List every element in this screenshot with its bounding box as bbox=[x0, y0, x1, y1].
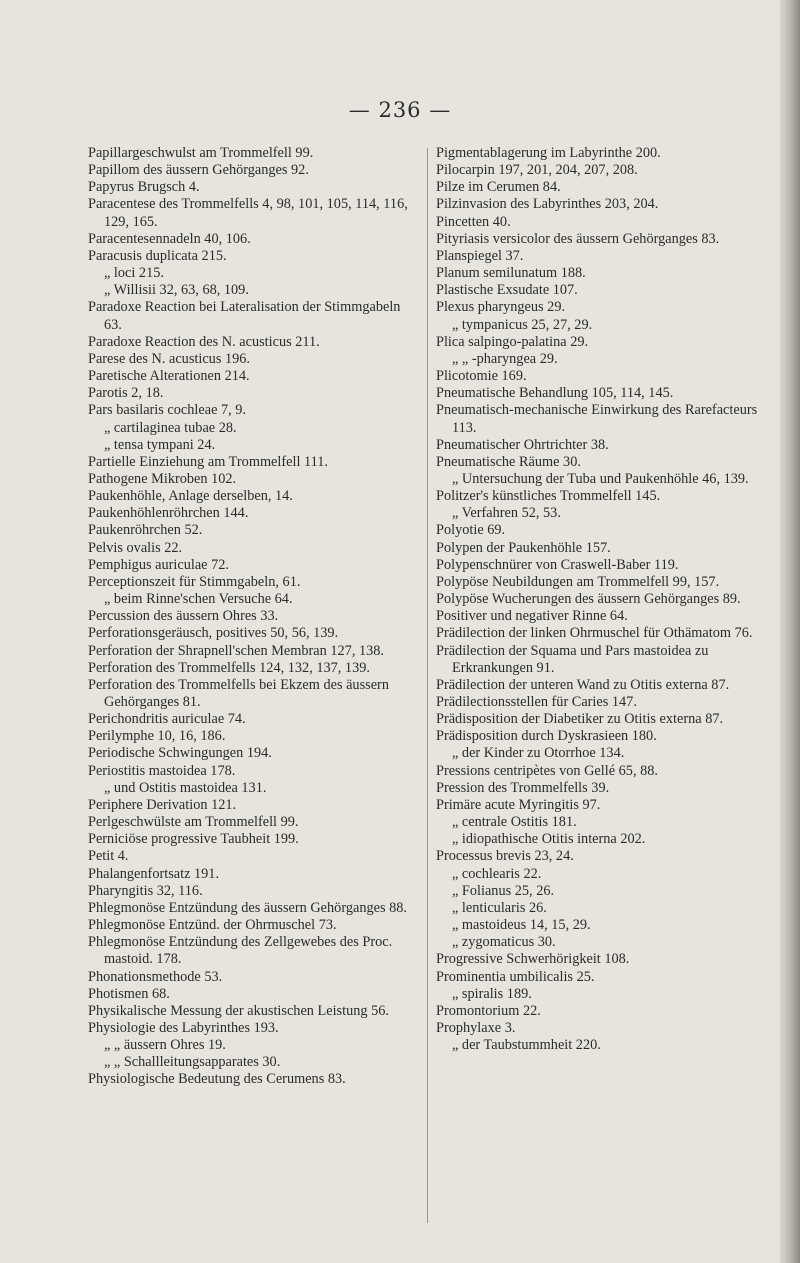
index-entry: Pharyngitis 32, 116. bbox=[88, 882, 203, 899]
index-entry: Paradoxe Reaction des N. acusticus 211. bbox=[88, 333, 320, 350]
page-number: — 236 — bbox=[348, 98, 452, 122]
index-entry: Pneumatische Räume 30. bbox=[436, 453, 581, 470]
index-entry: Promontorium 22. bbox=[436, 1002, 541, 1019]
index-entry: Perichondritis auriculae 74. bbox=[88, 711, 246, 728]
index-entry: Paracusis duplicata 215. bbox=[88, 247, 227, 264]
index-entry: „ der Taubstummheit 220. bbox=[452, 1037, 601, 1054]
index-entry: Pilzinvasion des Labyrinthes 203, 204. bbox=[436, 196, 659, 213]
index-entry: Petit 4. bbox=[88, 848, 129, 865]
index-entry: „ der Kinder zu Otorrhoe 134. bbox=[452, 745, 625, 762]
index-entry: Papillom des äussern Gehörganges 92. bbox=[88, 162, 309, 179]
index-entry: „ cartilaginea tubae 28. bbox=[104, 419, 237, 436]
index-entry: Polypöse Neubildungen am Trommelfell 99, 157. bbox=[436, 573, 720, 590]
index-entry: Pelvis ovalis 22. bbox=[88, 539, 183, 556]
index-entry: Paracentesennadeln 40, 106. bbox=[88, 230, 251, 247]
index-entry: Plexus pharyngeus 29. bbox=[436, 299, 566, 316]
index-entry: Perforation des Trommelfells bei Ekzem des äussern Gehörganges 81. bbox=[88, 676, 389, 710]
index-entry: Phlegmonöse Entzündung des Zellgewebes des Proc. mastoid. 178. bbox=[88, 934, 393, 968]
index-entry: Percussion des äussern Ohres 33. bbox=[88, 608, 279, 625]
index-entry: „ „ -pharyngea 29. bbox=[452, 350, 558, 367]
index-entry: Plica salpingo-palatina 29. bbox=[436, 333, 589, 350]
index-entry: Partielle Einziehung am Trommelfell 111. bbox=[88, 453, 328, 470]
index-entry: Prädilection der Squama und Pars mastoidea zu Erkrankungen 91. bbox=[436, 642, 709, 676]
index-entry: „ und Ostitis mastoidea 131. bbox=[104, 779, 267, 796]
index-entry: „ „ äussern Ohres 19. bbox=[104, 1037, 226, 1054]
index-entry: „ beim Rinne'schen Versuche 64. bbox=[104, 591, 293, 608]
index-entry: Paretische Alterationen 214. bbox=[88, 368, 250, 385]
index-entry: Polyotie 69. bbox=[436, 522, 506, 539]
index-entry: Phonationsmethode 53. bbox=[88, 968, 223, 985]
index-entry: Phlegmonöse Entzündung des äussern Gehörganges 88. bbox=[88, 899, 407, 916]
index-entry: Paukenröhrchen 52. bbox=[88, 522, 203, 539]
index-entry: „ spiralis 189. bbox=[452, 985, 532, 1002]
index-column-left bbox=[88, 145, 413, 1089]
index-entry: Perlgeschwülste am Trommelfell 99. bbox=[88, 814, 299, 831]
index-entry: „ Verfahren 52, 53. bbox=[452, 505, 561, 522]
index-entry: Prädilection der unteren Wand zu Otitis externa 87. bbox=[436, 676, 730, 693]
index-entry: Politzer's künstliches Trommelfell 145. bbox=[436, 488, 661, 505]
index-entry: Progressive Schwerhörigkeit 108. bbox=[436, 951, 630, 968]
index-entry: Positiver und negativer Rinne 64. bbox=[436, 608, 628, 625]
index-entry: Polypöse Wucherungen des äussern Gehörganges 89. bbox=[436, 591, 741, 608]
index-entry: Plicotomie 169. bbox=[436, 368, 527, 385]
index-entry: „ centrale Ostitis 181. bbox=[452, 814, 577, 831]
index-entry: Pneumatische Behandlung 105, 114, 145. bbox=[436, 385, 674, 402]
index-entry: Prophylaxe 3. bbox=[436, 1019, 516, 1036]
index-entry: „ Untersuchung der Tuba und Paukenhöhle 46, 139. bbox=[452, 470, 749, 487]
index-entry: Periodische Schwingungen 194. bbox=[88, 745, 272, 762]
index-entry: Perforationsgeräusch, positives 50, 56, 139. bbox=[88, 625, 339, 642]
index-entry: Photismen 68. bbox=[88, 985, 170, 1002]
index-entry: „ Willisii 32, 63, 68, 109. bbox=[104, 282, 249, 299]
index-entry: „ mastoideus 14, 15, 29. bbox=[452, 917, 591, 934]
index-entry: „ cochlearis 22. bbox=[452, 865, 542, 882]
index-entry: Perniciöse progressive Taubheit 199. bbox=[88, 831, 299, 848]
index-entry: Pathogene Mikroben 102. bbox=[88, 470, 237, 487]
index-entry: Paukenhöhle, Anlage derselben, 14. bbox=[88, 488, 293, 505]
index-entry: Pneumatischer Ohrtrichter 38. bbox=[436, 436, 609, 453]
index-entry: Pressions centripètes von Gellé 65, 88. bbox=[436, 762, 658, 779]
index-entry: Prädisposition durch Dyskrasieen 180. bbox=[436, 728, 657, 745]
index-entry: Pemphigus auriculae 72. bbox=[88, 556, 229, 573]
index-entry: Perilymphe 10, 16, 186. bbox=[88, 728, 226, 745]
index-entry: „ „ Schallleitungsapparates 30. bbox=[104, 1054, 281, 1071]
index-entry: „ zygomaticus 30. bbox=[452, 934, 556, 951]
index-entry: „ lenticularis 26. bbox=[452, 899, 547, 916]
index-entry: Prominentia umbilicalis 25. bbox=[436, 968, 595, 985]
index-entry: Pilze im Cerumen 84. bbox=[436, 179, 561, 196]
index-entry: Parotis 2, 18. bbox=[88, 385, 164, 402]
index-entry: Primäre acute Myringitis 97. bbox=[436, 796, 601, 813]
column-divider bbox=[427, 148, 428, 1223]
index-entry: Prädisposition der Diabetiker zu Otitis externa 87. bbox=[436, 711, 724, 728]
index-entry: „ idiopathische Otitis interna 202. bbox=[452, 831, 646, 848]
index-entry: Pilocarpin 197, 201, 204, 207, 208. bbox=[436, 162, 638, 179]
index-entry: Polypen der Paukenhöhle 157. bbox=[436, 539, 611, 556]
index-entry: Physiologische Bedeutung des Cerumens 83. bbox=[88, 1071, 346, 1088]
index-entry: „ Folianus 25, 26. bbox=[452, 882, 555, 899]
index-entry: Periphere Derivation 121. bbox=[88, 796, 237, 813]
index-entry: Planspiegel 37. bbox=[436, 247, 524, 264]
index-entry: Physiologie des Labyrinthes 193. bbox=[88, 1019, 279, 1036]
index-entry: Pigmentablagerung im Labyrinthe 200. bbox=[436, 145, 661, 161]
index-entry: Phalangenfortsatz 191. bbox=[88, 865, 220, 882]
index-entry: Plastische Exsudate 107. bbox=[436, 282, 578, 299]
index-entry: Periostitis mastoidea 178. bbox=[88, 762, 236, 779]
index-entry: „ loci 215. bbox=[104, 265, 164, 282]
index-entry: Phlegmonöse Entzünd. der Ohrmuschel 73. bbox=[88, 917, 337, 934]
index-entry: Pression des Trommelfells 39. bbox=[436, 779, 610, 796]
index-entry: Paukenhöhlenröhrchen 144. bbox=[88, 505, 249, 522]
page-edge-shadow bbox=[780, 0, 800, 1263]
index-entry: „ tensa tympani 24. bbox=[104, 436, 216, 453]
index-entry: Polypenschnürer von Craswell-Baber 119. bbox=[436, 556, 679, 573]
index-entry: Planum semilunatum 188. bbox=[436, 265, 586, 282]
index-entry: Pars basilaris cochleae 7, 9. bbox=[88, 402, 247, 419]
index-entry: Pincetten 40. bbox=[436, 213, 511, 230]
index-entry: Pityriasis versicolor des äussern Gehörganges 83. bbox=[436, 230, 720, 247]
index-entry: Papyrus Brugsch 4. bbox=[88, 179, 200, 196]
index-entry: Paradoxe Reaction bei Lateralisation der Stimmgabeln 63. bbox=[88, 299, 401, 333]
index-entry: „ tympanicus 25, 27, 29. bbox=[452, 316, 593, 333]
index-entry: Papillargeschwulst am Trommelfell 99. bbox=[88, 145, 314, 161]
index-entry: Paracentese des Trommelfells 4, 98, 101, 105, 114, 116, 129, 165. bbox=[88, 196, 408, 230]
index-entry: Prädilectionsstellen für Caries 147. bbox=[436, 694, 637, 710]
index-entry: Perforation der Shrapnell'schen Membran 127, 138. bbox=[88, 642, 384, 659]
index-entry: Physikalische Messung der akustischen Leistung 56. bbox=[88, 1002, 389, 1019]
index-entry: Parese des N. acusticus 196. bbox=[88, 350, 250, 367]
index-entry: Pneumatisch-mechanische Einwirkung des Rarefacteurs 113. bbox=[436, 402, 758, 436]
index-entry: Prädilection der linken Ohrmuschel für Othämatom 76. bbox=[436, 625, 753, 642]
index-entry: Processus brevis 23, 24. bbox=[436, 848, 574, 865]
index-entry: Perceptionszeit für Stimmgabeln, 61. bbox=[88, 573, 301, 590]
index-column-right bbox=[436, 145, 761, 1054]
index-entry: Perforation des Trommelfells 124, 132, 137, 139. bbox=[88, 659, 370, 676]
